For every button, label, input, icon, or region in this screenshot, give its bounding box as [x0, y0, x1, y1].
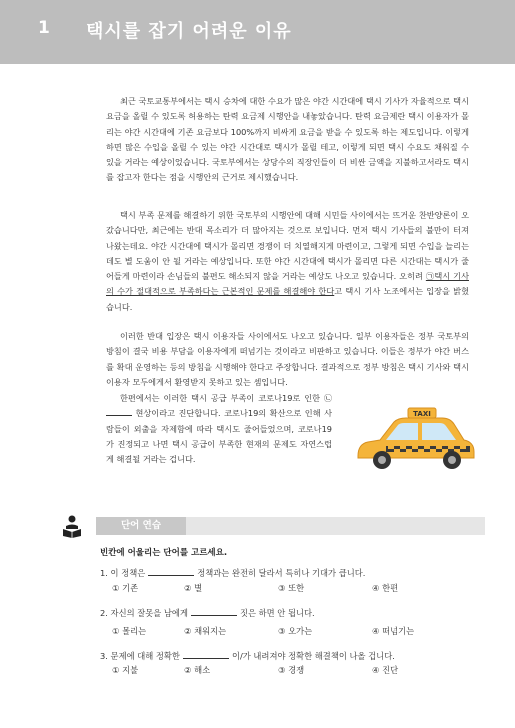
blank-marker: ㉡ — [324, 394, 332, 403]
question-1 — [100, 567, 365, 579]
taxi-illustration — [350, 398, 480, 478]
option[interactable]: ② 채워지는 — [184, 626, 227, 636]
vocab-tab: 단어 연습 — [96, 517, 186, 535]
question-text: 짓은 하면 안 됩니다. — [239, 608, 315, 618]
answer-blank — [183, 650, 229, 659]
article-paragraph-1 — [106, 94, 469, 186]
chapter-number: 1 — [38, 18, 50, 38]
taxi-sign: TAXI — [413, 410, 431, 418]
question-1-options — [112, 582, 492, 594]
paragraph-text: 최근 국토교통부에서는 택시 승차에 대한 수요가 많은 야간 시간대에 택시 기사가 자율적으로 택시 요금을 올릴 수 있도록 허용하는 탄력 요금제 시행안을 내놓았습니다. 탄력 요금제란 택시 이용자가 몰리는 야간 시간대에 기존 요금보다 100%까지 비싸게 요금을 받을 수 있도록 하는 제도입니다. 이렇게 하면 많은 수입을 올릴 수 있는 야간 시간대로 택시가 몰릴 테고, 이렇게 되면 택시 수요도 채워질 수 있을 거라는 예상이었습니다. 국토부에서는 상당수의 직장인들이 더 비싼 금액을 지불하고서라도 택시를 잡고자 한다는 점을 시행안의 근거로 제시했습니다. — [106, 96, 469, 183]
answer-blank — [148, 567, 194, 576]
option[interactable]: ④ 한편 — [372, 583, 399, 593]
option[interactable]: ① 지불 — [112, 665, 139, 675]
chapter-title: 택시를 잡기 어려운 이유 — [86, 21, 292, 42]
question-text: 3. 문제에 대해 정확한 — [100, 651, 180, 661]
question-3 — [100, 650, 395, 662]
option[interactable]: ③ 오가는 — [278, 626, 313, 636]
question-text: 1. 이 정책은 — [100, 568, 146, 578]
paragraph-text-b: 고 택시 기사 노조에서는 입장을 밝혔습니다. — [106, 286, 470, 312]
question-text: 정책과는 완전히 달라서 특히나 기대가 큽니다. — [197, 568, 366, 578]
paragraph-text — [106, 208, 469, 315]
paragraph-text-a: 한편에서는 이러한 택시 공급 부족이 코로나19로 인한 — [120, 393, 321, 403]
paragraph-text: 이러한 반대 입장은 택시 이용자들 사이에서도 나오고 있습니다. 일부 이용자들은 정부 국토부의 방침이 결국 비용 부담을 이용자에게 떠넘기는 것이라고 비판하고 있습니다. 이들은 정부가 야간 버스를 확대 운영하는 등의 방침을 시행해야 한다고 주장합니다. 결과적으로 정부 방침은 택시 기사와 택시 이용자 모두에게서 환영받지 못하고 있는 셈입니다. — [106, 331, 469, 387]
option[interactable]: ③ 경쟁 — [278, 665, 305, 675]
option[interactable]: ④ 떠넘기는 — [372, 626, 415, 636]
question-2 — [100, 607, 315, 619]
paragraph-text — [106, 391, 332, 467]
blank-line — [106, 407, 132, 416]
vocab-instruction: 빈칸에 어울리는 단어를 고르세요. — [100, 548, 228, 558]
answer-blank — [191, 607, 237, 616]
question-text: 이/가 내려져야 정확한 해결책이 나올 겁니다. — [231, 651, 395, 661]
option[interactable]: ② 해소 — [184, 665, 211, 675]
paragraph-text-b: 현상이라고 진단합니다. 코로나19의 확산으로 인해 사람들이 외출을 자제함에 따라 택시도 줄어들었으며, 코로나19가 진정되고 나면 택시 공급이 부족한 현재의 문제도 자연스럽게 해결될 거라는 겁니다. — [106, 408, 332, 465]
article-paragraph-2 — [106, 208, 469, 315]
question-3-options — [112, 664, 492, 676]
option[interactable]: ① 기존 — [112, 583, 139, 593]
chapter-header — [0, 0, 515, 64]
reader-icon — [60, 514, 84, 538]
option[interactable]: ④ 진단 — [372, 665, 399, 675]
option[interactable]: ③ 또한 — [278, 583, 305, 593]
question-text: 2. 자신의 잘못을 남에게 — [100, 608, 188, 618]
option[interactable]: ② 별 — [184, 583, 203, 593]
question-2-options — [112, 625, 492, 637]
option[interactable]: ① 몰리는 — [112, 626, 147, 636]
article-paragraph-3 — [106, 329, 469, 390]
paragraph-text-a: 택시 부족 문제를 해결하기 위한 국토부의 시행안에 대해 시민들 사이에서는 뜨거운 찬반양론이 오갔습니다만, 최근에는 반대 목소리가 더 많아지는 것으로 보입니다. 먼저 택시 기사들의 불만이 터져 나왔는데요. 야간 시간대에 택시가 몰리면 경쟁이 더 치열해지게 마련이고, 그렇게 되면 수입을 늘리는 데도 별 도움이 안 될 거라는 예상입니다. 또한 야간 시간대에 택시가 몰리면 다른 시간대는 택시가 줄어들게 마련이라 손님들의 불편도 해소되지 않을 거라는 예상도 나오고 있습니다. 오히려 — [106, 210, 469, 282]
underlined-phrase: ㉠택시 기사의 수가 절대적으로 부족하다는 근본적인 문제를 해결해야 한다 — [106, 271, 469, 297]
article-paragraph-4 — [106, 391, 332, 467]
